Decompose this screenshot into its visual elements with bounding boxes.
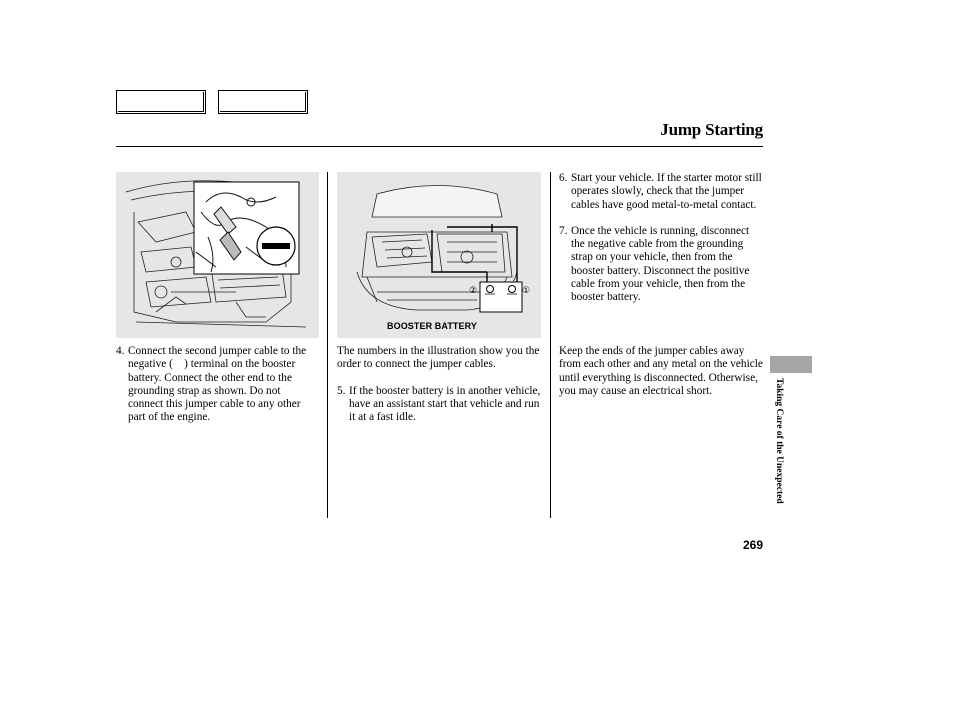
column-3-steps xyxy=(559,172,765,305)
step-number: 6. xyxy=(559,172,568,184)
step-text: Once the vehicle is running, disconnect the negative cable from the grounding strap on your vehicle, then from the booster battery. Disconnect the positive cable from your vehicle, then from the booster battery. xyxy=(571,224,750,304)
figure-caption: BOOSTER BATTERY xyxy=(387,321,478,331)
nav-button-next[interactable] xyxy=(218,90,308,114)
step-item xyxy=(337,385,545,425)
page-title: Jump Starting xyxy=(660,120,763,139)
car-hood-illustration-icon xyxy=(337,172,541,338)
header-rule xyxy=(116,146,763,147)
column-3-note xyxy=(559,345,765,398)
booster-battery-illustration xyxy=(337,172,541,338)
step-item xyxy=(559,172,765,212)
column-divider xyxy=(327,172,328,518)
section-tab[interactable] xyxy=(770,356,812,373)
column-divider xyxy=(550,172,551,518)
step-number: 7. xyxy=(559,224,568,237)
column-2-text xyxy=(337,345,545,424)
engine-illustration-icon xyxy=(116,172,319,338)
step-number: 5. xyxy=(337,384,346,397)
intro-paragraph: The numbers in the illustration show you the order to connect the jumper cables. xyxy=(337,345,540,371)
step-item xyxy=(116,345,316,425)
column-1-text xyxy=(116,345,316,425)
note-paragraph: Keep the ends of the jumper cables away from each other and any metal on the vehicle until everything is disconnected. Otherwise, you may cause an electrical short. xyxy=(559,345,763,397)
step-text: Start your vehicle. If the starter motor still operates slowly, check that the jumper cables have good metal-to-metal contact. xyxy=(571,172,762,211)
step-number: 4. xyxy=(116,345,125,357)
section-label: Taking Care of the Unexpected xyxy=(774,378,784,504)
step-text: Connect the second jumper cable to the negative ( ) terminal on the booster battery. Connect the other end to the grounding strap as shown. Do not connect this jumper cable to any other part of the engine. xyxy=(128,345,307,424)
step-text: If the booster battery is in another vehicle, have an assistant start that vehicle and run it at a fast idle. xyxy=(349,384,541,424)
marker-2: ② xyxy=(469,286,478,296)
engine-grounding-illustration xyxy=(116,172,319,338)
marker-1: ① xyxy=(522,286,531,296)
nav-button-previous[interactable] xyxy=(116,90,206,114)
page-number: 269 xyxy=(742,538,763,552)
step-item xyxy=(559,225,765,305)
